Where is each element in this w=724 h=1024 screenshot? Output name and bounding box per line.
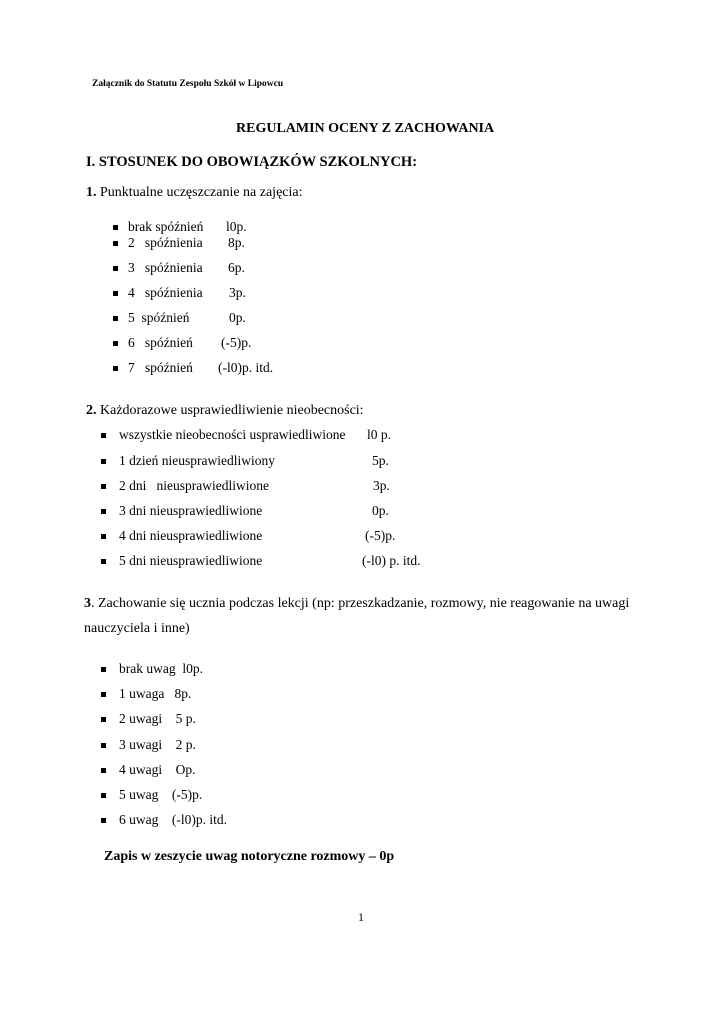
item-label: 2 dni nieusprawiedliwione	[119, 478, 269, 493]
item-value: 6p.	[228, 260, 245, 275]
bullet-icon	[101, 433, 106, 438]
page-number: 1	[358, 910, 364, 924]
item-value: (-5)p.	[365, 528, 396, 543]
item-value: (-l0)p. itd.	[218, 360, 274, 375]
item-label: 5 dni nieusprawiedliwione	[119, 553, 263, 568]
point-3-text: . Zachowanie się ucznia podczas lekcji (np: przeszkadzanie, rozmowy, nie reagowanie na uwagi	[91, 596, 630, 611]
point-1-text: Punktualne uczęszczanie na zajęcia:	[96, 185, 303, 200]
item-label: brak spóźnień	[128, 219, 204, 234]
point-3-heading-line2: nauczyciela i inne)	[84, 621, 190, 636]
item-value: 0p.	[229, 310, 246, 325]
bullet-icon	[101, 484, 106, 489]
item-label: 3 spóźnienia	[128, 260, 203, 275]
document-title: REGULAMIN OCENY Z ZACHOWANIA	[236, 121, 495, 136]
bullet-icon	[101, 717, 106, 722]
point-1-number: 1.	[86, 185, 97, 200]
bullet-icon	[113, 341, 118, 346]
item-label: 6 spóźnień	[128, 335, 193, 350]
bullet-icon	[101, 818, 106, 823]
bullet-icon	[101, 559, 106, 564]
item-text: 2 uwagi 5 p.	[119, 711, 196, 726]
item-value: (-l0) p. itd.	[362, 553, 421, 568]
point-2-heading	[86, 403, 364, 419]
point-3-heading-line1	[84, 596, 629, 612]
item-value: 8p.	[228, 235, 245, 250]
bullet-icon	[101, 667, 106, 672]
bullet-icon	[101, 509, 106, 514]
point-3-number: 3	[84, 596, 91, 611]
item-text: 5 uwag (-5)p.	[119, 787, 203, 802]
bullet-icon	[113, 225, 118, 230]
bullet-icon	[113, 291, 118, 296]
item-label: 4 dni nieusprawiedliwione	[119, 528, 263, 543]
point-2-text: Każdorazowe usprawiedliwienie nieobecności:	[96, 403, 364, 418]
item-value: l0p.	[226, 219, 247, 234]
item-label: wszystkie nieobecności usprawiedliwione	[119, 427, 346, 442]
closing-note: Zapis w zeszycie uwag notoryczne rozmowy – 0p	[104, 849, 395, 864]
item-value: 3p.	[373, 478, 390, 493]
bullet-icon	[113, 241, 118, 246]
point-2-number: 2.	[86, 403, 97, 418]
bullet-icon	[113, 266, 118, 271]
item-value: 5p.	[372, 453, 389, 468]
bullet-icon	[101, 743, 106, 748]
section-title: I. STOSUNEK DO OBOWIĄZKÓW SZKOLNYCH:	[86, 154, 418, 170]
bullet-icon	[101, 459, 106, 464]
point-1-heading	[86, 185, 303, 201]
item-text: 4 uwagi Op.	[119, 762, 196, 777]
item-text: brak uwag l0p.	[119, 661, 203, 676]
item-value: l0 p.	[367, 427, 392, 442]
bullet-icon	[113, 316, 118, 321]
item-label: 2 spóźnienia	[128, 235, 203, 250]
bullet-icon	[101, 692, 106, 697]
item-text: 3 uwagi 2 p.	[119, 737, 196, 752]
item-label: 1 dzień nieusprawiedliwiony	[119, 453, 275, 468]
item-value: 0p.	[372, 503, 389, 518]
item-label: 3 dni nieusprawiedliwione	[119, 503, 263, 518]
item-label: 7 spóźnień	[128, 360, 193, 375]
bullet-icon	[101, 793, 106, 798]
item-value: 3p.	[229, 285, 246, 300]
item-value: (-5)p.	[221, 335, 252, 350]
bullet-icon	[113, 366, 118, 371]
bullet-icon	[101, 534, 106, 539]
item-label: 5 spóźnień	[128, 310, 190, 325]
item-text: 6 uwag (-l0)p. itd.	[119, 812, 227, 827]
bullet-icon	[101, 768, 106, 773]
header-note: Załącznik do Statutu Zespołu Szkół w Lipowcu	[92, 79, 284, 89]
item-label: 4 spóźnienia	[128, 285, 203, 300]
item-text: 1 uwaga 8p.	[119, 686, 192, 701]
